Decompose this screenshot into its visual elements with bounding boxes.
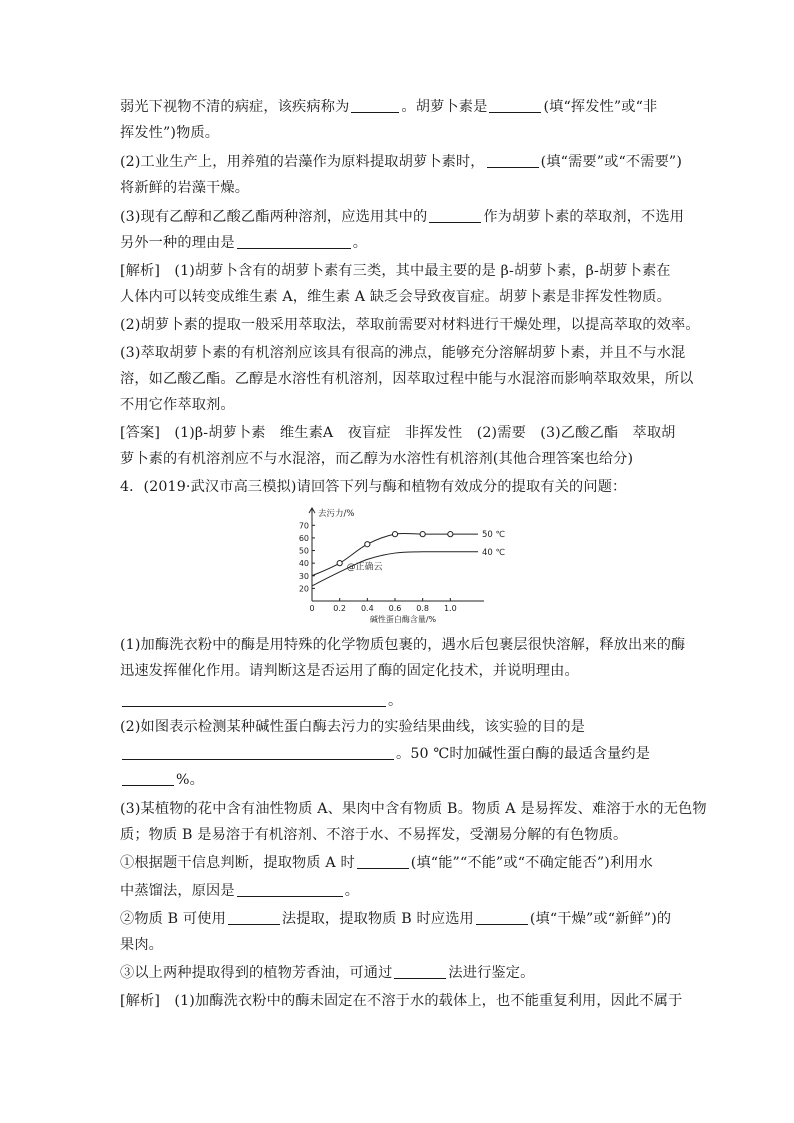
text: 中蒸馏法，原因是 — [120, 883, 235, 899]
x-tick-label: 0.8 — [416, 604, 430, 613]
y-tick-label: 70 — [298, 521, 309, 531]
answer-line: [答案] (1)β-胡萝卜素 维生素A 夜盲症 非挥发性 (2)需要 (3)乙酸乙酯 萃取胡 — [120, 425, 676, 441]
text: 。胡萝卜素是 — [401, 99, 488, 115]
answer-blank[interactable] — [487, 154, 539, 168]
x-tick-label: 1.0 — [443, 604, 457, 613]
text: 。 — [352, 235, 368, 251]
text-line — [120, 910, 671, 928]
y-tick-label: 60 — [298, 533, 309, 543]
text: 。 — [344, 883, 360, 899]
watermark-text: @正确云 — [346, 562, 383, 573]
text: 法提取，提取物质 B 时应选用 — [281, 911, 474, 927]
text-line: 将新鲜的岩藻干燥。 — [120, 180, 250, 196]
x-tick-label: 0.2 — [333, 604, 347, 613]
answer-blank[interactable] — [122, 693, 386, 707]
text-line: 质；物质 B 是易溶于有机溶剂、不溶于水、不易挥发，受潮易分解的有色物质。 — [120, 827, 628, 843]
text: 另外一种的理由是 — [120, 235, 235, 251]
text-line: (3)某植物的花中含有油性物质 A、果肉中含有物质 B。物质 A 是易挥发、难溶于水的无色物 — [120, 801, 707, 817]
text: 弱光下视物不清的病症，该疾病称为 — [120, 99, 350, 115]
x-axis-label: 碱性蛋白酶含量/% — [369, 615, 437, 624]
data-point — [448, 532, 453, 537]
text: ①根据题干信息判断，提取物质 A 时 — [120, 855, 355, 871]
analysis-line: 溶，如乙酸乙酯。乙醇是水溶性有机溶剂，因萃取过程中能与水混溶而影响萃取效果，所以 — [120, 371, 694, 387]
text: (3)现有乙醇和乙酸乙酯两种溶剂，应选用其中的 — [120, 209, 428, 225]
text: ③以上两种提取得到的植物芳香油，可通过 — [120, 965, 393, 981]
y-tick-label: 50 — [298, 546, 309, 556]
answer-line: 萝卜素的有机溶剂应不与水混溶，而乙醇为水溶性有机溶剂(其他合理答案也给分) — [120, 451, 634, 467]
text-line — [120, 692, 402, 710]
text: (填“干燥”或“新鲜”)的 — [529, 911, 672, 927]
text: 作为胡萝卜素的萃取剂，不选用 — [483, 209, 685, 225]
answer-blank[interactable] — [122, 746, 394, 760]
analysis-line: 不用它作萃取剂。 — [120, 397, 235, 413]
y-tick-label: 30 — [298, 571, 309, 581]
answer-blank[interactable] — [228, 911, 280, 925]
detergency-chart — [270, 505, 510, 625]
answer-blank[interactable] — [357, 855, 409, 869]
answer-blank[interactable] — [429, 209, 481, 223]
text-line — [120, 208, 684, 226]
text: (填“挥发性”或“非 — [543, 99, 658, 115]
text: (2)工业生产上，用养殖的岩藻作为原料提取胡萝卜素时， — [120, 154, 485, 170]
text-line — [120, 771, 204, 789]
text: (填“能”“不能”或“不确定能否”)利用水 — [410, 855, 653, 871]
y-axis-label: 去污力/% — [318, 509, 355, 519]
answer-blank[interactable] — [476, 911, 528, 925]
y-tick-label: 20 — [298, 584, 309, 594]
data-point — [420, 532, 425, 537]
data-point — [337, 561, 342, 566]
text: 法进行鉴定。 — [448, 965, 535, 981]
text-line — [120, 98, 657, 116]
series-label: 40 ℃ — [482, 547, 506, 558]
x-tick-label: 0 — [309, 604, 315, 613]
text-line — [120, 745, 650, 763]
y-tick-label: 40 — [298, 559, 309, 569]
series-label: 50 ℃ — [482, 530, 506, 541]
question-heading: 4．(2019·武汉市高三模拟)请回答下列与酶和植物有效成分的提取有关的问题： — [120, 479, 627, 495]
analysis-line: [解析] (1)胡萝卜含有的胡萝卜素有三类，其中最主要的是 β-胡萝卜素，β-胡萝卜素在 — [120, 263, 671, 279]
text-line: 果肉。 — [120, 937, 164, 953]
series-line — [312, 533, 478, 575]
text-line: 挥发性”)物质。 — [120, 125, 220, 141]
text: (填“需要”或“不需要”) — [540, 154, 683, 170]
analysis-line: [解析] (1)加酶洗衣粉中的酶未固定在不溶于水的载体上，也不能重复利用，因此不属于 — [120, 993, 683, 1009]
text-line: 迅速发挥催化作用。请判断这是否运用了酶的固定化技术，并说明理由。 — [120, 663, 579, 679]
series-line — [312, 552, 478, 586]
text-line — [120, 882, 359, 900]
answer-blank[interactable] — [237, 883, 343, 897]
text-line — [120, 964, 534, 982]
text-line: (2)如图表示检测某种碱性蛋白酶去污力的实验结果曲线，该实验的目的是 — [120, 719, 586, 735]
answer-blank[interactable] — [122, 772, 174, 786]
x-tick-label: 0.4 — [360, 604, 374, 613]
data-point — [392, 532, 397, 537]
text-line — [120, 234, 367, 252]
text: 。 — [388, 693, 403, 709]
text-line — [120, 153, 682, 171]
answer-blank[interactable] — [351, 99, 399, 113]
answer-blank[interactable] — [394, 965, 446, 979]
analysis-line: 人体内可以转变成维生素 A，维生素 A 缺乏会导致夜盲症。胡萝卜素是非挥发性物质。 — [120, 289, 671, 305]
analysis-line: (3)萃取胡萝卜素的有机溶剂应该具有很高的沸点，能够充分溶解胡萝卜素，并且不与水混 — [120, 345, 686, 361]
answer-blank[interactable] — [489, 99, 541, 113]
text: %。 — [176, 772, 204, 788]
answer-blank[interactable] — [237, 235, 351, 249]
text: 。50 ℃时加碱性蛋白酶的最适含量约是 — [396, 746, 651, 762]
x-tick-label: 0.6 — [388, 604, 402, 613]
analysis-line: (2)胡萝卜素的提取一般采用萃取法，萃取前需要对材料进行干燥处理，以提高萃取的效率。 — [120, 317, 700, 333]
data-point — [365, 542, 370, 547]
text-line — [120, 854, 653, 872]
text-line: (1)加酶洗衣粉中的酶是用特殊的化学物质包裹的，遇水后包裹层很快溶解，释放出来的酶 — [120, 637, 686, 653]
text: ②物质 B 可使用 — [120, 911, 226, 927]
